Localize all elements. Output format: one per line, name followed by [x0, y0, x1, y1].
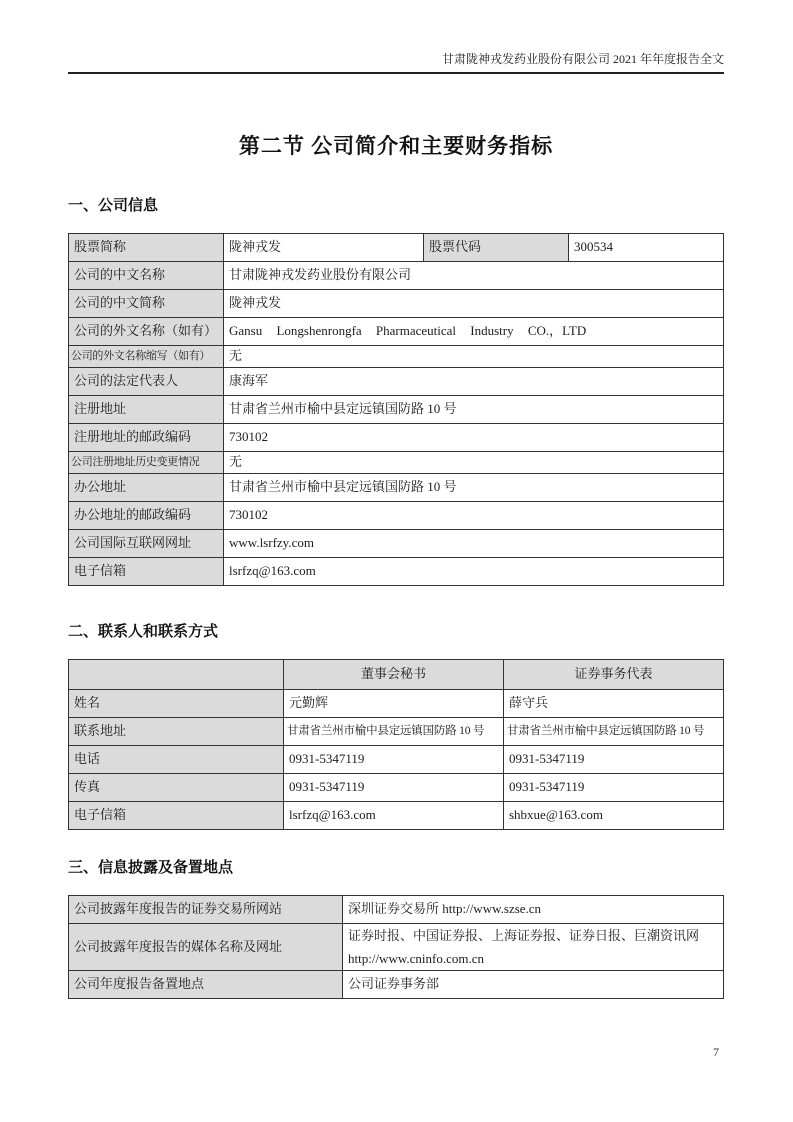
company-info-table	[68, 233, 724, 586]
contacts-table	[68, 659, 724, 830]
disclosure-table	[68, 895, 724, 999]
table-row	[69, 774, 724, 802]
table-row	[69, 346, 724, 368]
row-label: 电子信箱	[69, 558, 224, 586]
row-label: 电子信箱	[69, 802, 284, 830]
media-names: 证券时报、中国证券报、上海证券报、证券日报、巨潮资讯网	[348, 928, 700, 943]
row-value: lsrfzq@163.com	[284, 802, 504, 830]
row-label: 办公地址的邮政编码	[69, 502, 224, 530]
row-value: 陇神戎发	[224, 290, 724, 318]
table-header-row	[69, 660, 724, 690]
row-label: 公司披露年度报告的媒体名称及网址	[69, 924, 343, 971]
row-label: 公司的中文简称	[69, 290, 224, 318]
row-label: 公司披露年度报告的证券交易所网站	[69, 896, 343, 924]
row-value: 甘肃省兰州市榆中县定远镇国防路 10 号	[224, 474, 724, 502]
table-row	[69, 718, 724, 746]
row-value: 300534	[569, 234, 724, 262]
table-row	[69, 896, 724, 924]
table-row	[69, 924, 724, 971]
row-value: 0931-5347119	[504, 746, 724, 774]
row-label: 公司注册地址历史变更情况	[69, 452, 224, 474]
table-row	[69, 452, 724, 474]
table-row	[69, 802, 724, 830]
table-row	[69, 746, 724, 774]
row-label: 公司的中文名称	[69, 262, 224, 290]
row-value: 730102	[224, 424, 724, 452]
table-row	[69, 474, 724, 502]
table-row	[69, 262, 724, 290]
table-row	[69, 424, 724, 452]
table-row	[69, 368, 724, 396]
table-row	[69, 234, 724, 262]
row-value: shbxue@163.com	[504, 802, 724, 830]
row-value: lsrfzq@163.com	[224, 558, 724, 586]
heading-contacts: 二、联系人和联系方式	[68, 624, 219, 640]
row-value: 陇神戎发	[224, 234, 424, 262]
row-label: 联系地址	[69, 718, 284, 746]
page-header	[68, 52, 724, 74]
table-row	[69, 971, 724, 999]
row-value: 薛守兵	[504, 690, 724, 718]
table-row	[69, 396, 724, 424]
row-label: 传真	[69, 774, 284, 802]
media-url: http://www.cninfo.com.cn	[348, 951, 484, 966]
table-row	[69, 690, 724, 718]
row-label: 办公地址	[69, 474, 224, 502]
table-row	[69, 530, 724, 558]
row-label: 公司国际互联网网址	[69, 530, 224, 558]
row-value: 无	[224, 346, 724, 368]
page-number: 7	[713, 1045, 719, 1059]
row-value: 甘肃省兰州市榆中县定远镇国防路 10 号	[284, 718, 504, 746]
row-label: 注册地址的邮政编码	[69, 424, 224, 452]
row-value: 甘肃省兰州市榆中县定远镇国防路 10 号	[504, 718, 724, 746]
row-value: Gansu Longshenrongfa Pharmaceutical Industry CO.，LTD	[224, 318, 724, 346]
corner-cell	[69, 660, 284, 690]
table-row	[69, 558, 724, 586]
column-header-representative: 证券事务代表	[504, 660, 724, 690]
row-value: 康海军	[224, 368, 724, 396]
row-value: 公司证券事务部	[343, 971, 724, 999]
row-value: 0931-5347119	[284, 746, 504, 774]
row-label: 股票简称	[69, 234, 224, 262]
table-row	[69, 502, 724, 530]
row-label: 姓名	[69, 690, 284, 718]
column-header-secretary: 董事会秘书	[284, 660, 504, 690]
row-value: 元勤辉	[284, 690, 504, 718]
row-value: 深圳证券交易所 http://www.szse.cn	[343, 896, 724, 924]
row-value: 甘肃省兰州市榆中县定远镇国防路 10 号	[224, 396, 724, 424]
heading-company-info: 一、公司信息	[68, 198, 159, 214]
table-row	[69, 318, 724, 346]
row-value: 0931-5347119	[504, 774, 724, 802]
row-value: www.lsrfzy.com	[224, 530, 724, 558]
row-label: 注册地址	[69, 396, 224, 424]
row-value: 0931-5347119	[284, 774, 504, 802]
heading-disclosure: 三、信息披露及备置地点	[68, 860, 234, 876]
row-value	[343, 924, 724, 971]
row-label: 公司年度报告备置地点	[69, 971, 343, 999]
row-value: 无	[224, 452, 724, 474]
row-label: 股票代码	[424, 234, 569, 262]
row-label: 公司的外文名称（如有）	[69, 318, 224, 346]
row-label: 公司的外文名称缩写（如有）	[69, 346, 224, 368]
header-title: 甘肃陇神戎发药业股份有限公司 2021 年年度报告全文	[441, 52, 724, 66]
row-value: 730102	[224, 502, 724, 530]
section-title: 第二节 公司简介和主要财务指标	[238, 134, 554, 158]
row-value: 甘肃陇神戎发药业股份有限公司	[224, 262, 724, 290]
row-label: 公司的法定代表人	[69, 368, 224, 396]
table-row	[69, 290, 724, 318]
row-label: 电话	[69, 746, 284, 774]
